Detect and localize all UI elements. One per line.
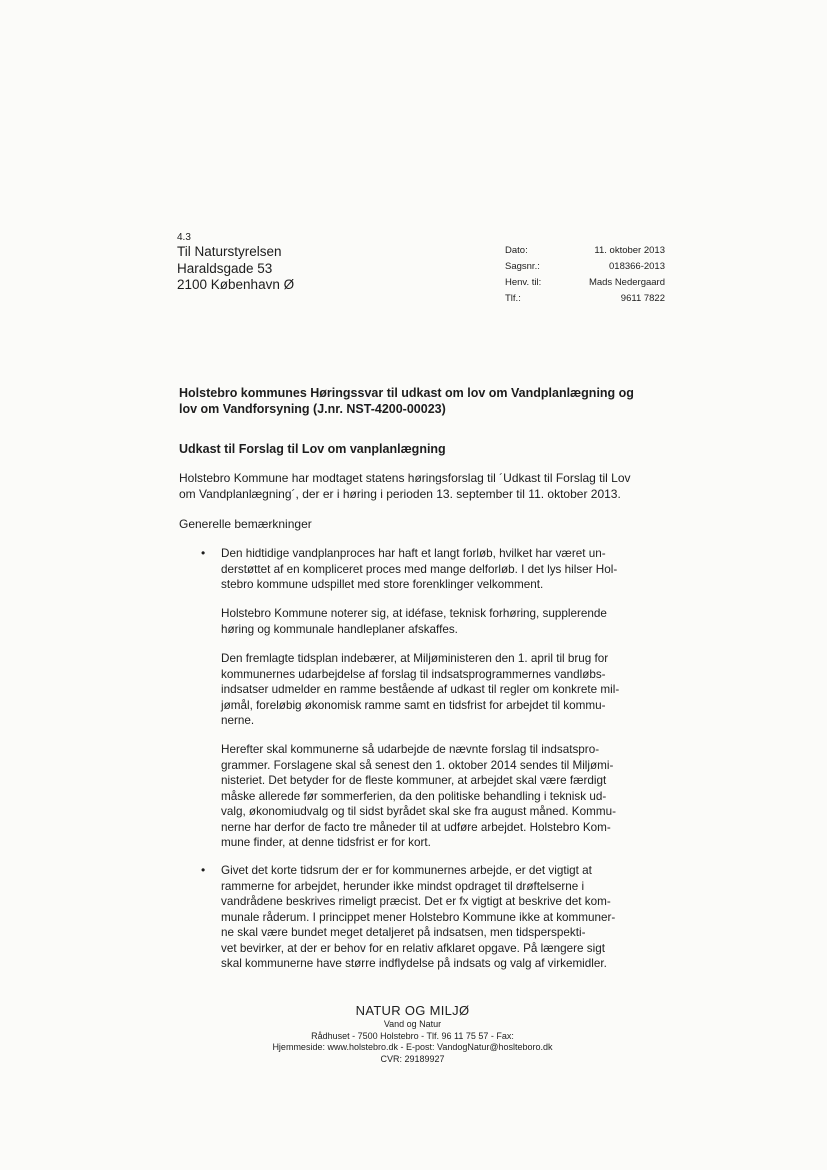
meta-label: Tlf.: [505,293,521,304]
paragraph-line: Holstebro Kommune noterer sig, at idéfase, teknisk forhøring, supplerende [221,607,607,620]
meta-row-phone [505,291,665,307]
meta-row-case-number [505,259,665,275]
bullet-marker: • [201,546,206,560]
paragraph-line: høring og kommunale handleplaner afskaffes. [221,622,458,636]
recipient-street: Haraldsgade 53 [177,260,273,276]
paragraph-line: stebro kommune udspillet med store forenklinger velkomment. [221,578,544,591]
paragraph-line: indsatser udmelder en ramme bestående af udkast til regler om konkrete mil- [221,683,620,696]
letter-meta [505,243,665,307]
meta-row-date [505,243,665,259]
paragraph-line: rammerne for arbejdet, herunder ikke mindst opdraget til drøftelserne i [221,879,585,893]
footer-contact: Hjemmeside: www.holstebro.dk - E-post: VandogNatur@hoslteboro.dk [272,1042,553,1052]
meta-label: Dato: [505,245,528,256]
meta-value: Mads Nedergaard [588,277,665,288]
paragraph-line: Den hidtidige vandplanproces har haft et langt forløb, hvilket har været un- [221,547,606,560]
footer-address: Rådhuset - 7500 Holstebro - Tlf. 96 11 75 57 - Fax: [311,1030,514,1041]
paragraph-line: kommunernes udarbejdelse af forslag til indsatsprogrammernes vandløbs- [221,667,606,681]
section-heading: Udkast til Forslag til Lov om vanplanlægning [179,442,446,456]
footer-department: NATUR OG MILJØ [355,1003,470,1018]
meta-value: 018366-2013 [609,261,665,272]
paragraph-line: Herefter skal kommunerne så udarbejde de nævnte forslag til indsatspro- [221,743,600,756]
paragraph-1 [221,546,666,593]
paragraph-line: Den fremlagte tidsplan indebærer, at Miljøministeren den 1. april til brug for [221,652,609,665]
letter-footer [240,1003,585,1065]
heading-line: lov om Vandforsyning (J.nr. NST-4200-00023) [179,402,446,416]
paragraph-line: nerne. [221,714,255,727]
intro-line: Holstebro Kommune har modtaget statens høringsforslag til ´Udkast til Forslag til Lov [179,471,631,485]
intro-paragraph [179,471,669,502]
paragraph-line: derstøttet af en kompliceret proces med mange delforløb. I det lys hilser Hol- [221,562,618,576]
paragraph-line: munale råderum. I princippet mener Holstebro Kommune ikke at kommuner- [221,910,616,924]
meta-row-contact [505,275,665,291]
paragraph-line: måske allerede før sommerferien, da den politiske behandling i teknisk ud- [221,789,607,803]
paragraph-2 [221,606,666,637]
bullet-marker: • [201,863,206,877]
paragraph-line: nisteriet. Det betyder for de fleste kommuner, at arbejdet skal være færdigt [221,774,607,787]
paragraph-line: Givet det korte tidsrum der er for kommunernes arbejde, er det vigtigt at [221,864,592,877]
recipient-name: Til Naturstyrelsen [177,244,282,259]
paragraph-line: mune finder, at denne tidsfrist er for kort. [221,836,431,849]
meta-label: Henv. til: [505,277,542,288]
paragraph-line: nerne har derfor de facto tre måneder til at udføre arbejdet. Holstebro Kom- [221,820,611,834]
paragraph-line: jømål, foreløbig økonomisk ramme samt en tidsfrist for arbejdet til kommu- [221,698,606,712]
footer-subtitle: Vand og Natur [383,1019,442,1029]
recipient-city: 2100 København Ø [177,277,295,292]
paragraph-line: valg, økonomiudvalg og til sidst byrådet skal ske fra august måned. Kommu- [221,805,616,818]
paragraph-line: skal kommunerne have større indflydelse på indsats og valg af virkemidler. [221,957,607,970]
page-number: 4.3 [177,232,191,243]
meta-label: Sagsnr.: [505,261,540,272]
heading-line: Holstebro kommunes Høringssvar til udkast om lov om Vandplanlægning og [179,386,634,400]
general-remarks-label: Generelle bemærkninger [179,517,312,531]
meta-value: 9611 7822 [620,293,665,304]
intro-line: om Vandplanlægning´, der er i høring i perioden 13. september til 11. oktober 2013. [179,486,621,501]
paragraph-line: vet bevirker, at der er behov for en relativ afklaret opgave. På længere sigt [221,941,605,955]
paragraph-line: vandrådene beskrives rimeligt præcist. Det er fx vigtigt at beskrive det kom- [221,895,611,908]
paragraph-line: ne skal være bundet meget detaljeret på indsatsen, men tidsperspekti- [221,926,586,939]
paragraph-4 [221,742,666,851]
paragraph-3 [221,651,666,729]
letter-heading [179,385,659,417]
paragraph-line: grammer. Forslagene skal så senest den 1. oktober 2014 sendes til Miljømi- [221,758,614,772]
footer-cvr: CVR: 29189927 [380,1053,445,1064]
meta-value: 11. oktober 2013 [594,245,665,256]
recipient-address [177,244,294,294]
paragraph-5 [221,863,666,972]
